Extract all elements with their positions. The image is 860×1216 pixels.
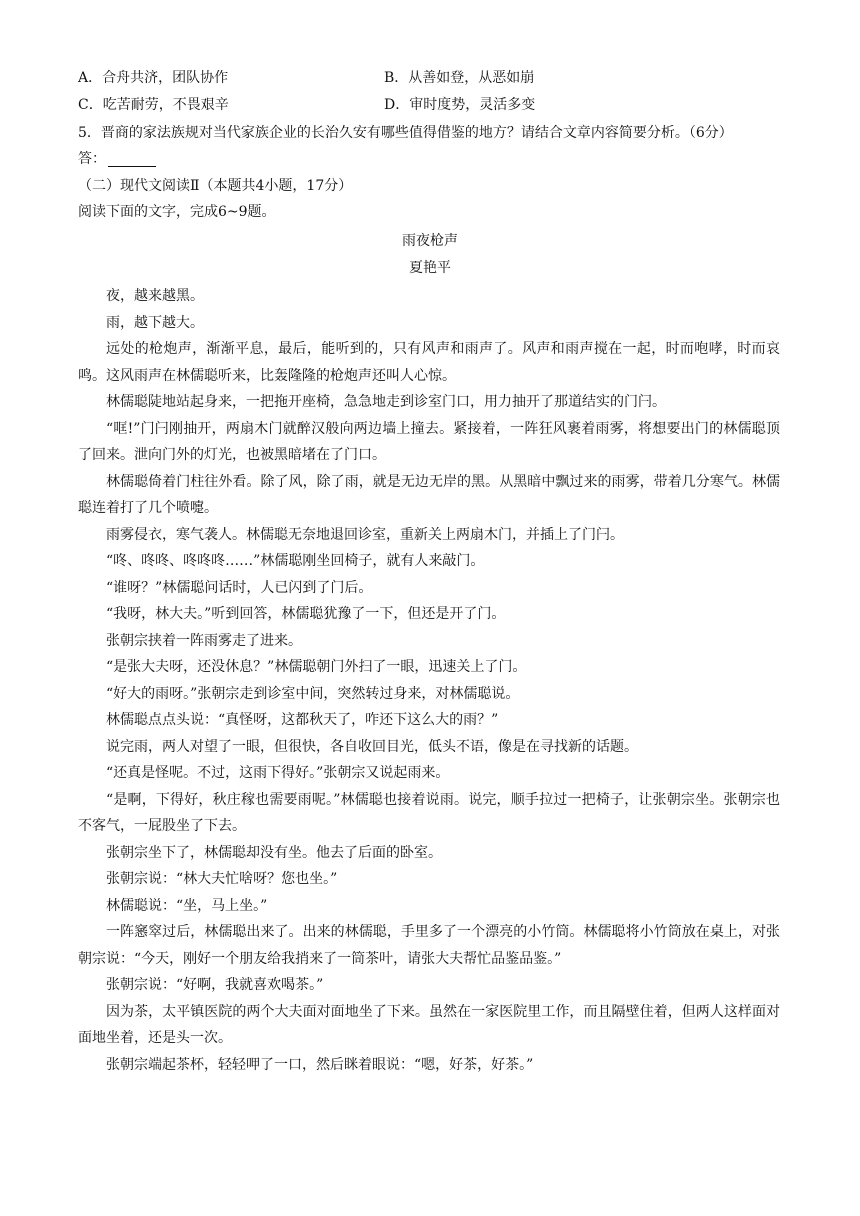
option-d: D．审时度势，灵活多变 <box>384 97 536 113</box>
story-paragraph: “是张大夫呀，还没休息？”林儒聪朝门外扫了一眼，迅速关上了门。 <box>106 659 527 675</box>
story-paragraph: “好大的雨呀。”张朝宗走到诊室中间，突然转过身来，对林儒聪说。 <box>106 685 520 702</box>
option-c: C．吃苦耐劳，不畏艰辛 <box>78 97 229 113</box>
story-paragraph: 因为茶，太平镇医院的两个大夫面对面地坐了下来。虽然在一家医院里工作，而且隔壁住着，但两人这样面对面地坐着，还是头一次。 <box>78 1003 780 1046</box>
story-title: 雨夜枪声 <box>402 233 458 249</box>
story-paragraph: “是啊，下得好，秋庄稼也需要雨呢。”林儒聪也接着说雨。说完，顺手拉过一把椅子，让张朝宗坐。张朝宗也不客气，一屁股坐了下去。 <box>78 791 780 834</box>
story-paragraph: 张朝宗说：“林大夫忙啥呀？您也坐。” <box>106 871 338 887</box>
story-paragraph: 雨，越下越大。 <box>106 314 204 331</box>
answer-label: 答： <box>78 151 106 167</box>
story-paragraph: “谁呀？”林儒聪问话时，人已闪到了门后。 <box>106 579 373 596</box>
answer-options <box>78 65 778 119</box>
instruction: 阅读下面的文字，完成6~9题。 <box>78 204 276 220</box>
story-paragraph: 林儒聪陡地站起身来，一把拖开座椅，急急地走到诊室门口，用力抽开了那道结实的门闩。 <box>106 394 666 410</box>
option-a: A．合舟共济，团队协作 <box>78 70 229 86</box>
story-paragraph: “哐!”门闩刚抽开，两扇木门就醉汉般向两边墙上撞去。紧接着，一阵狂风裹着雨雾，将想要出门的林儒聪顶了回来。泄向门外的灯光，也被黑暗堵在了门口。 <box>78 420 780 463</box>
answer-line <box>78 146 156 172</box>
story-paragraph: 雨雾侵衣，寒气袭人。林儒聪无奈地退回诊室，重新关上两扇木门，并插上了门闩。 <box>106 526 624 543</box>
option-b: B．从善如登，从恶如崩 <box>384 70 535 86</box>
story-body <box>78 283 780 1078</box>
section-heading: （二）现代文阅读Ⅱ（本题共4小题，17分） <box>78 178 353 194</box>
story-paragraph: 林儒聪说：“坐，马上坐。” <box>106 897 268 914</box>
story-paragraph: “我呀，林大夫。”听到回答，林儒聪犹豫了一下，但还是开了门。 <box>106 606 506 622</box>
story-paragraph: 张朝宗挟着一阵雨雾走了进来。 <box>106 632 302 649</box>
story-paragraph: 林儒聪倚着门柱往外看。除了风，除了雨，就是无边无岸的黑。从黑暗中飘过来的雨雾，带着几分寒气。林儒聪连着打了几个喷嚏。 <box>78 473 780 516</box>
story-paragraph: 张朝宗说：“好啊，我就喜欢喝茶。” <box>106 977 324 993</box>
story-paragraph: 说完雨，两人对望了一眼，但很快，各自收回目光，低头不语，像是在寻找新的话题。 <box>106 738 638 755</box>
story-paragraph: 林儒聪点点头说：“真怪呀，这都秋天了，咋还下这么大的雨？” <box>106 712 499 728</box>
story-paragraph: 远处的枪炮声，渐渐平息，最后，能听到的，只有风声和雨声了。风声和雨声搅在一起，时而咆哮，时而哀鸣。这风雨声在林儒聪听来，比轰隆隆的枪炮声还叫人心惊。 <box>78 341 780 384</box>
story-paragraph: 一阵窸窣过后，林儒聪出来了。出来的林儒聪，手里多了一个漂亮的小竹筒。林儒聪将小竹筒放在桌上，对张朝宗说：“今天，刚好一个朋友给我捎来了一筒茶叶，请张大夫帮忙品鉴品鉴。” <box>78 924 780 967</box>
answer-blank <box>108 150 156 167</box>
option-row <box>78 92 778 119</box>
story-paragraph: “还真是怪呢。不过，这雨下得好。”张朝宗又说起雨来。 <box>106 765 450 781</box>
story-paragraph: “咚、咚咚、咚咚咚……”林儒聪刚坐回椅子，就有人来敲门。 <box>106 553 485 569</box>
story-paragraph: 张朝宗坐下了，林儒聪却没有坐。他去了后面的卧室。 <box>106 844 442 861</box>
story-author: 夏艳平 <box>409 260 451 276</box>
story-paragraph: 张朝宗端起茶杯，轻轻呷了一口，然后眯着眼说：“嗯，好茶，好茶。” <box>106 1056 534 1073</box>
question-5: 5．晋商的家法族规对当代家族企业的长治久安有哪些值得借鉴的地方？请结合文章内容简要分析。（6分） <box>78 125 733 141</box>
option-row <box>78 65 778 92</box>
story-paragraph: 夜，越来越黑。 <box>106 288 204 304</box>
